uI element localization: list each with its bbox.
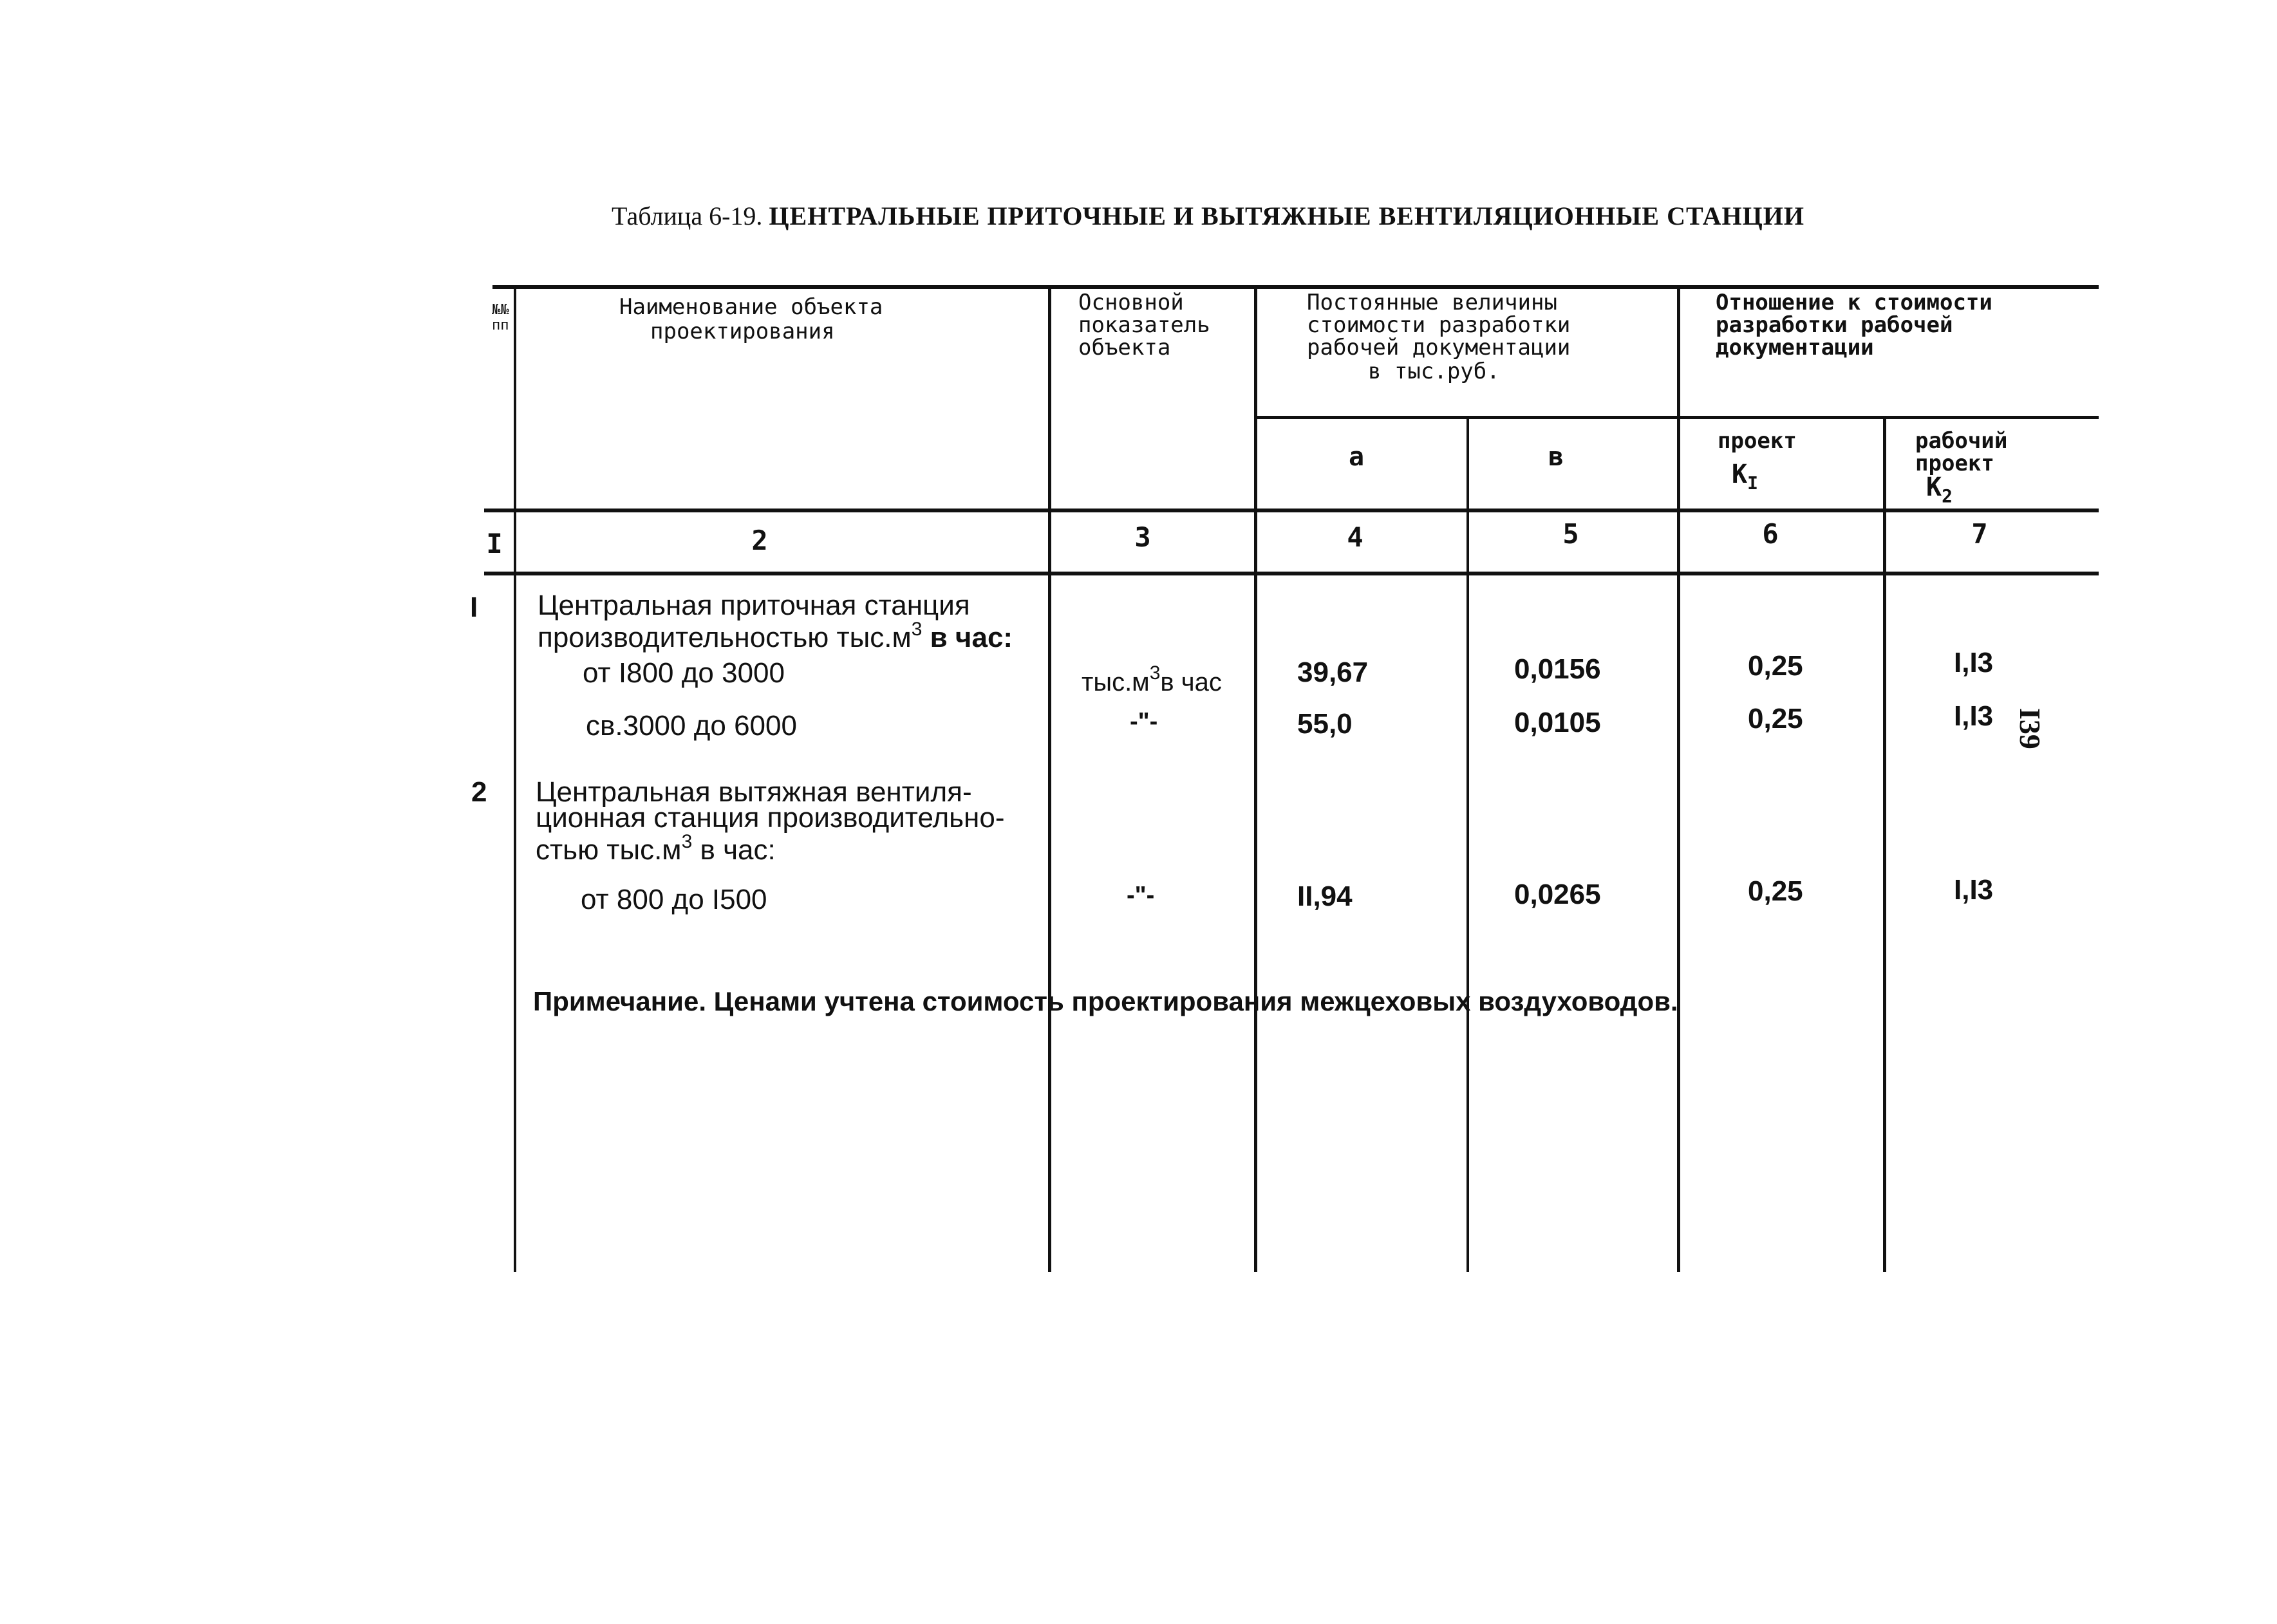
row1-title-line2-sup: 3 (911, 619, 923, 640)
header-col45-line4: в тыс.руб. (1368, 359, 1500, 384)
colnum-6: 6 (1762, 518, 1779, 550)
colnum-2: 2 (751, 525, 768, 556)
vrule-2 (1048, 287, 1051, 1272)
header-col7-k-sub: 2 (1942, 485, 1953, 507)
vrule-6 (1883, 416, 1886, 1272)
row2a-k2: I,I3 (1954, 874, 1994, 906)
header-col3-line3: объекта (1078, 335, 1171, 360)
row1a-k2: I,I3 (1954, 647, 1994, 678)
row2a-k1: 0,25 (1748, 875, 1803, 907)
page-number: I39 (2014, 708, 2047, 749)
table-title-name: ЦЕНТРАЛЬНЫЕ ПРИТОЧНЫЕ И ВЫТЯЖНЫЕ ВЕНТИЛЯЦИОННЫЕ СТАНЦИИ (769, 201, 1804, 230)
vrule-3 (1254, 287, 1257, 1272)
header-col3-line2: показатель (1078, 312, 1210, 338)
row1-title-line2-text: производительностью тыс.м (538, 622, 912, 653)
row1b-a: 55,0 (1297, 708, 1353, 740)
colnum-3: 3 (1134, 521, 1151, 553)
rule-header-bottom (484, 509, 2099, 512)
header-col7-k-letter: К (1926, 472, 1942, 502)
row1a-b: 0,0156 (1514, 653, 1601, 685)
row2-title-line2: ционная станция производительно- (536, 802, 1005, 834)
rule-colnum-bottom (484, 572, 2099, 575)
header-col67-line2: разработки рабочей (1716, 312, 1953, 338)
header-col1: №№ пп (492, 302, 509, 333)
row1a-k1: 0,25 (1748, 650, 1803, 682)
row1-title-line2-end: в час: (922, 622, 1013, 653)
row1a-label: от I800 до 3000 (583, 657, 785, 689)
row2-title-line3 (536, 831, 776, 866)
header-col45-line1: Постоянные величины (1307, 290, 1557, 315)
colnum-4: 4 (1347, 521, 1363, 553)
row1a-unit (1082, 662, 1222, 696)
vrule-5 (1677, 287, 1680, 1272)
header-col5: в (1548, 442, 1564, 472)
header-col2-line1: Наименование объекта (619, 294, 883, 320)
header-col67-line3: документации (1716, 335, 1874, 360)
header-col3-line1: Основной (1078, 290, 1184, 315)
row1b-unit: -"- (1130, 708, 1158, 735)
row1b-label: св.3000 до 6000 (586, 710, 797, 742)
row1b-k1: 0,25 (1748, 703, 1803, 734)
colnum-7: 7 (1971, 518, 1988, 550)
table-title (612, 201, 1804, 231)
row1a-unit-text: тыс.м (1082, 668, 1150, 696)
rule-subheader (1254, 416, 2099, 419)
row2a-a: II,94 (1297, 881, 1353, 912)
header-col6-k-sub: I (1747, 472, 1758, 494)
vrule-4 (1466, 416, 1469, 1272)
header-col7-k (1926, 472, 1953, 507)
row2a-b: 0,0265 (1514, 879, 1601, 910)
row2-title-line1: Центральная вытяжная вентиля- (536, 776, 972, 808)
header-col6-k-letter: К (1732, 460, 1748, 489)
row2-number: 2 (471, 776, 487, 808)
row2-title-line3-text: стью тыс.м (536, 834, 682, 866)
table-note: Примечание. Ценами учтена стоимость проектирования межцеховых воздуховодов. (533, 986, 1678, 1016)
header-col7-line1: рабочий (1915, 428, 2008, 454)
header-col6-line1: проект (1718, 428, 1797, 454)
row1-number: I (470, 592, 478, 623)
colnum-1: I (486, 528, 503, 559)
header-col45-line3: рабочей документации (1307, 335, 1571, 360)
row1a-unit-sup: 3 (1149, 662, 1161, 684)
row2a-label: от 800 до I500 (581, 884, 767, 915)
row1a-a: 39,67 (1297, 657, 1369, 688)
header-col45-line2: стоимости разработки (1307, 312, 1571, 338)
row1b-k2: I,I3 (1954, 700, 1994, 732)
colnum-5: 5 (1562, 518, 1579, 550)
row1b-b: 0,0105 (1514, 707, 1601, 738)
row2a-unit: -"- (1127, 882, 1155, 909)
row2-title-line3-end: в час: (692, 834, 776, 866)
header-col7-line2: проект (1915, 451, 1994, 476)
header-col2-line2: проектирования (650, 319, 835, 344)
header-col4: а (1349, 442, 1365, 472)
header-col67-line1: Отношение к стоимости (1716, 290, 1992, 315)
row1-title-line1: Центральная приточная станция (538, 590, 970, 621)
vrule-1 (514, 287, 516, 1272)
row2-title-line3-sup: 3 (681, 831, 693, 852)
row1-title-line2 (538, 619, 1013, 653)
table-title-prefix: Таблица 6-19. (612, 201, 763, 230)
rule-top (492, 285, 2099, 289)
header-col6-k (1732, 460, 1758, 494)
row1a-unit-end: в час (1160, 668, 1222, 696)
